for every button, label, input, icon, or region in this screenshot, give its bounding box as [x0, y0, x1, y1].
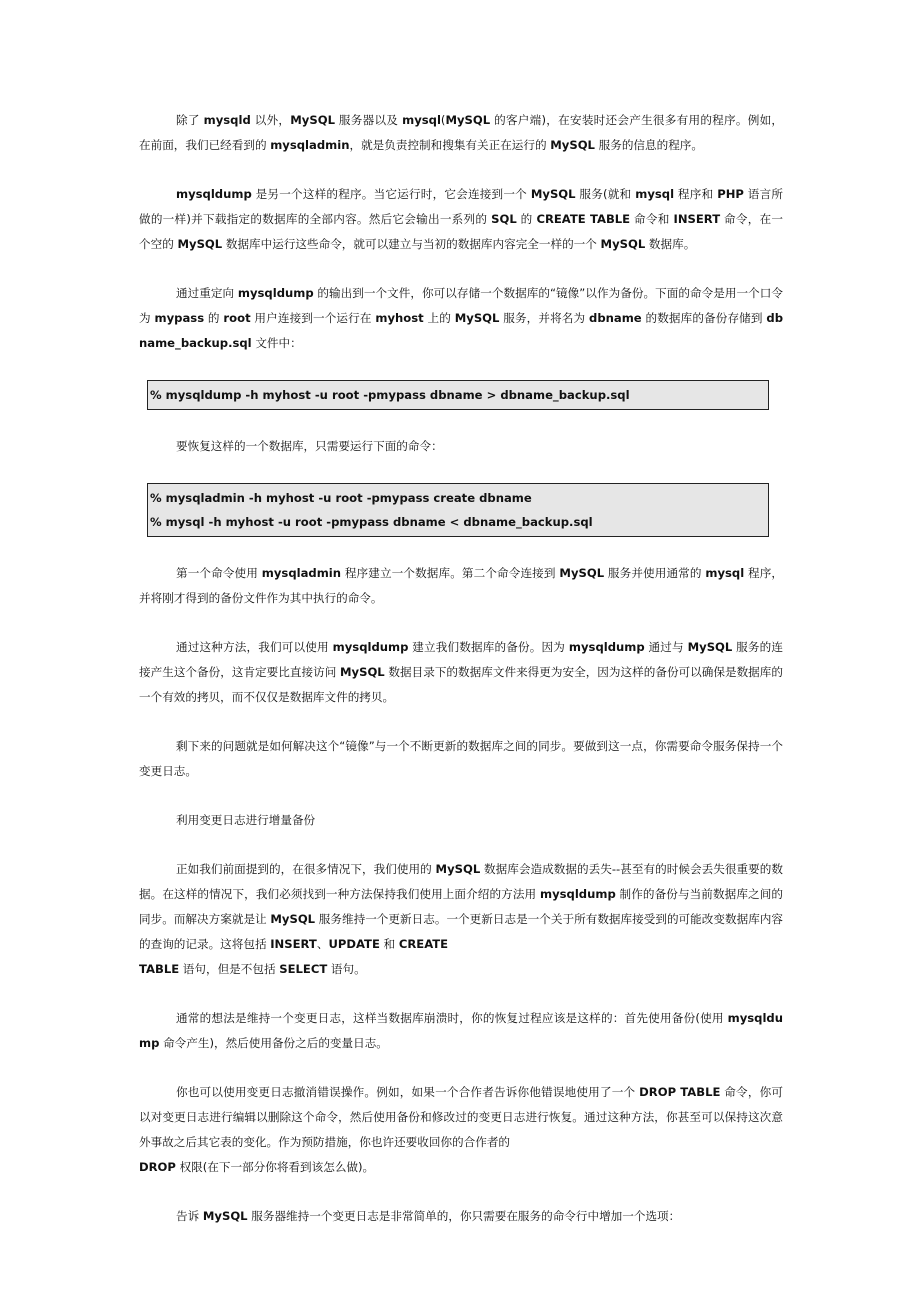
paragraph-undo-errors-a: 你也可以使用变更日志撤消错误操作。例如，如果一个合作者告诉你他错误地使用了一个 DROP TABLE 命令，你可以对变更日志进行编辑以删除这个命令，然后使用备份和修改过的变更日志进行恢复。通过这种方法，你甚至可以保持这次意外事故之后其它表的变化。作为预防措施，你也许还要收回你的合作者的: [139, 1085, 783, 1149]
paragraph-sync-problem: 剩下来的问题就是如何解决这个“镜像”与一个不断更新的数据库之间的同步。要做到这一点，你需要命令服务保持一个变更日志。: [139, 739, 783, 778]
restore-command-box: [147, 483, 769, 537]
paragraph-undo-errors-b: DROP 权限(在下一部分你将看到该怎么做)。: [139, 1160, 375, 1174]
paragraph-enable-log: 告诉 MySQL 服务器维持一个变更日志是非常简单的，你只需要在服务的命令行中增加一个选项：: [176, 1209, 681, 1223]
paragraph-update-log-a: 正如我们前面提到的，在很多情况下，我们使用的 MySQL 数据库会造成数据的丢失--甚至有的时候会丢失很重要的数据。在这样的情况下，我们必须找到一种方法保持我们使用上面介绍的方法用 mysqldump 制作的备份与当前数据库之间的同步。而解决方案就是让 MySQL 服务维持一个更新日志。一个更新日志是一个关于所有数据库接受到的可能改变数据库内容的查询的记录。这将包括 INSERT、UPDATE 和 CREATE: [139, 862, 784, 951]
backup-command: % mysqldump -h myhost -u root -pmypass dbname > dbname_backup.sql: [150, 388, 630, 402]
paragraph-mysql-programs: 除了 mysqld 以外，MySQL 服务器以及 mysql(MySQL 的客户端)，在安装时还会产生很多有用的程序。例如，在前面，我们已经看到的 mysqladmin，就是负责控制和搜集有关正在运行的 MySQL 服务的信息的程序。: [139, 113, 784, 152]
restore-command-import: % mysql -h myhost -u root -pmypass dbname < dbname_backup.sql: [150, 515, 593, 529]
paragraph-commands-explained: 第一个命令使用 mysqladmin 程序建立一个数据库。第二个命令连接到 MySQL 服务并使用通常的 mysql 程序，并将刚才得到的备份文件作为其中执行的命令。: [139, 566, 784, 605]
paragraph-restore-intro: 要恢复这样的一个数据库，只需要运行下面的命令：: [176, 439, 443, 453]
paragraph-mysqldump-intro: mysqldump 是另一个这样的程序。当它运行时，它会连接到一个 MySQL 服务(就和 mysql 程序和 PHP 语言所做的一样)并下载指定的数据库的全部内容。然后它会输出一系列的 SQL 的 CREATE TABLE 命令和 INSERT 命令，在一个空的 MySQL 数据库中运行这些命令，就可以建立与当初的数据库内容完全一样的一个 MySQL 数据库。: [139, 187, 784, 251]
restore-command-create: % mysqladmin -h myhost -u root -pmypass create dbname: [150, 491, 532, 505]
paragraph-backup-safety: 通过这种方法，我们可以使用 mysqldump 建立我们数据库的备份。因为 mysqldump 通过与 MySQL 服务的连接产生这个备份，这肯定要比直接访问 MySQL 数据目录下的数据库文件来得更为安全，因为这样的备份可以确保是数据库的一个有效的拷贝，而不仅仅是数据库文件的拷贝。: [139, 640, 784, 704]
section-heading-incremental-backup: 利用变更日志进行增量备份: [176, 813, 316, 827]
document-page: [139, 108, 783, 1253]
paragraph-update-log-b: TABLE 语句，但是不包括 SELECT 语句。: [139, 962, 366, 976]
paragraph-redirect-output: 通过重定向 mysqldump 的输出到一个文件，你可以存储一个数据库的“镜像”以作为备份。下面的命令是用一个口令为 mypass 的 root 用户连接到一个运行在 myhost 上的 MySQL 服务，并将名为 dbname 的数据库的备份存储到 dbname_backup.sql 文件中：: [139, 286, 784, 350]
backup-command-box: [147, 380, 769, 410]
paragraph-recovery-process: 通常的想法是维持一个变更日志，这样当数据库崩溃时，你的恢复过程应该是这样的：首先使用备份(使用 mysqldump 命令产生)，然后使用备份之后的变量日志。: [139, 1011, 783, 1050]
